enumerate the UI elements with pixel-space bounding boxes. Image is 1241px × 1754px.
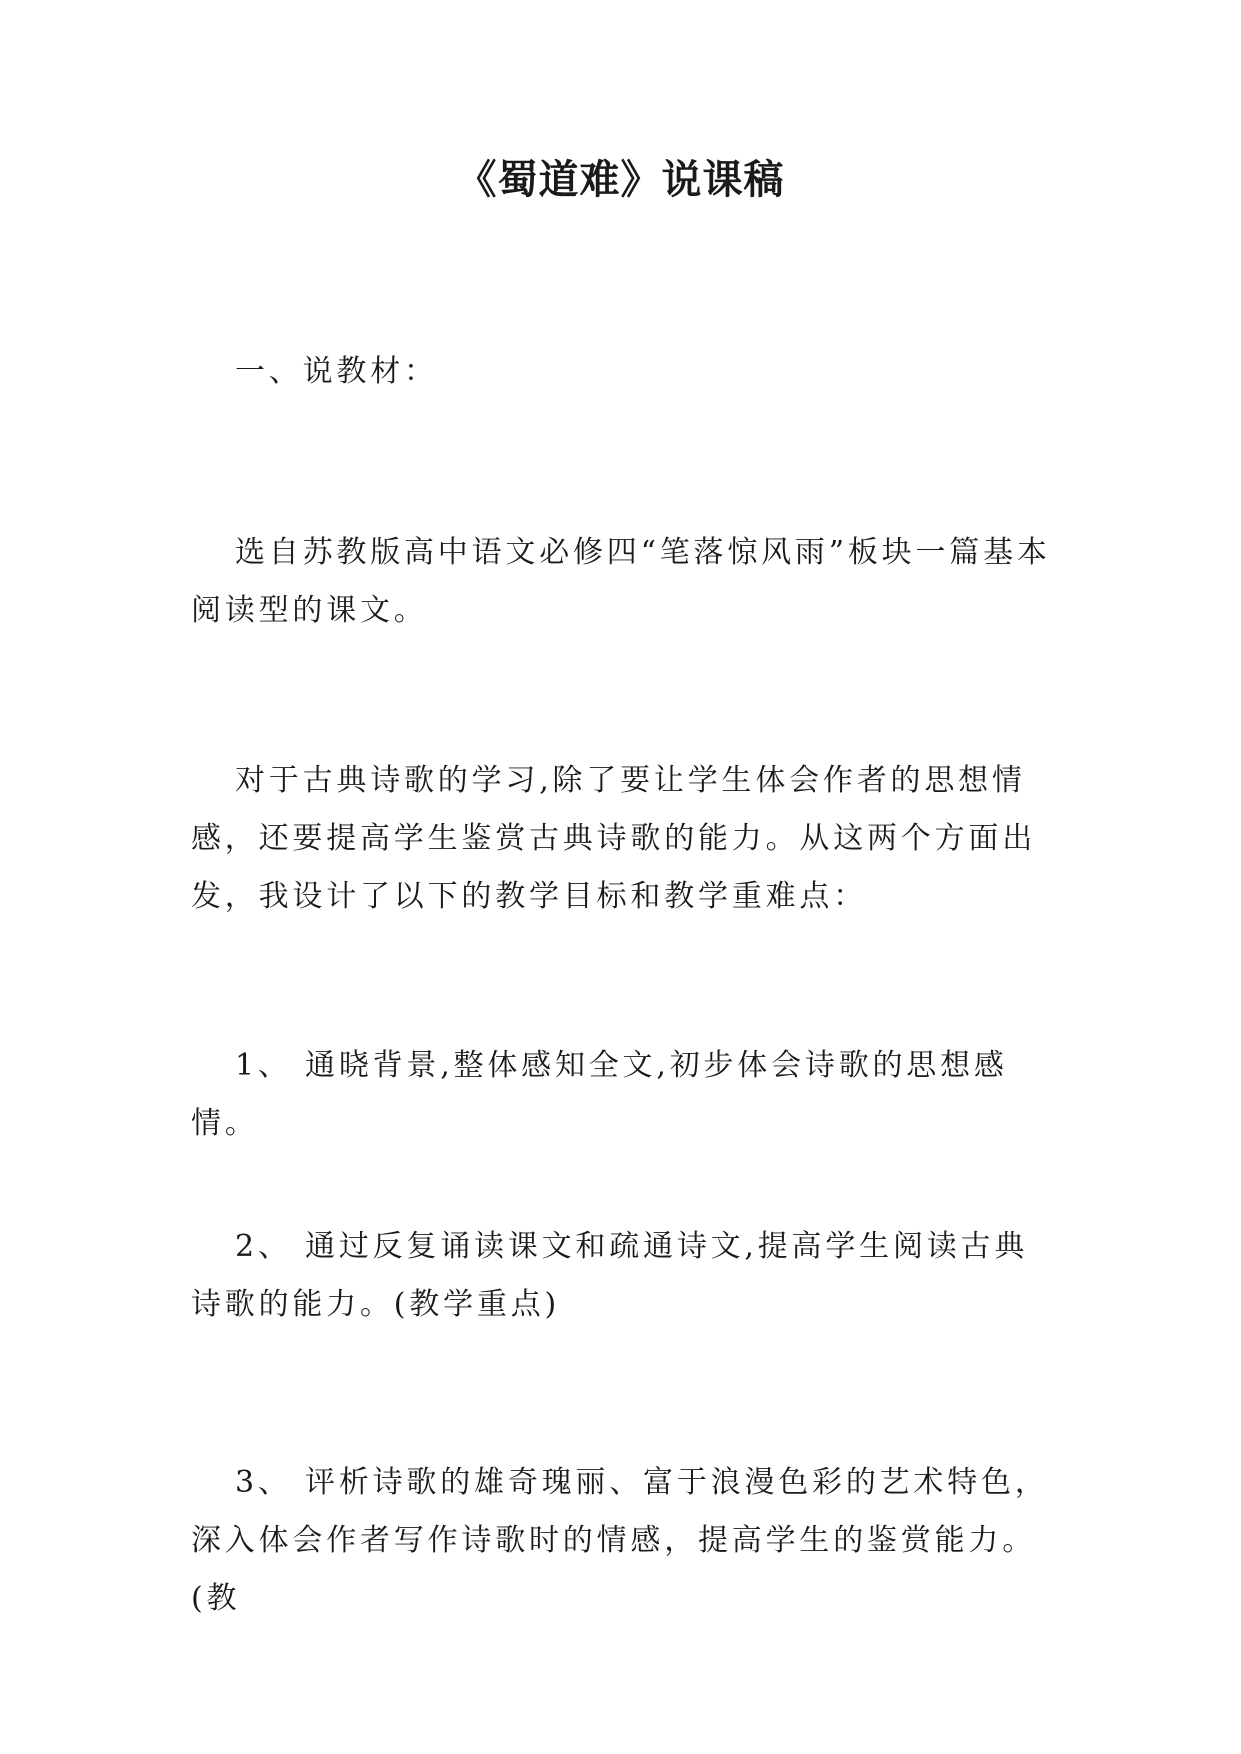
document-title: 《蜀道难》说课稿: [456, 156, 785, 203]
paragraph-source: 选自苏教版高中语文必修四“笔落惊风雨”板块一篇基本阅读型的课文。: [191, 535, 1051, 628]
objective-item-2: 2、 通过反复诵读课文和疏通诗文,提高学生阅读古典诗歌的能力。(教学重点): [191, 1229, 1029, 1322]
paragraph-learning-intro: 对于古典诗歌的学习,除了要让学生体会作者的思想情感，还要提高学生鉴赏古典诗歌的能力。从这两个方面出发，我设计了以下的教学目标和教学重难点：: [191, 763, 1036, 914]
objective-item-3: 3、 评析诗歌的雄奇瑰丽、富于浪漫色彩的艺术特色，深入体会作者写作诗歌时的情感，提高学生的鉴赏能力。(教: [191, 1465, 1049, 1616]
objective-item-1: 1、 通晓背景,整体感知全文,初步体会诗歌的思想感情。: [191, 1048, 1008, 1141]
section-heading-textbook: 一、说教材：: [235, 354, 438, 389]
